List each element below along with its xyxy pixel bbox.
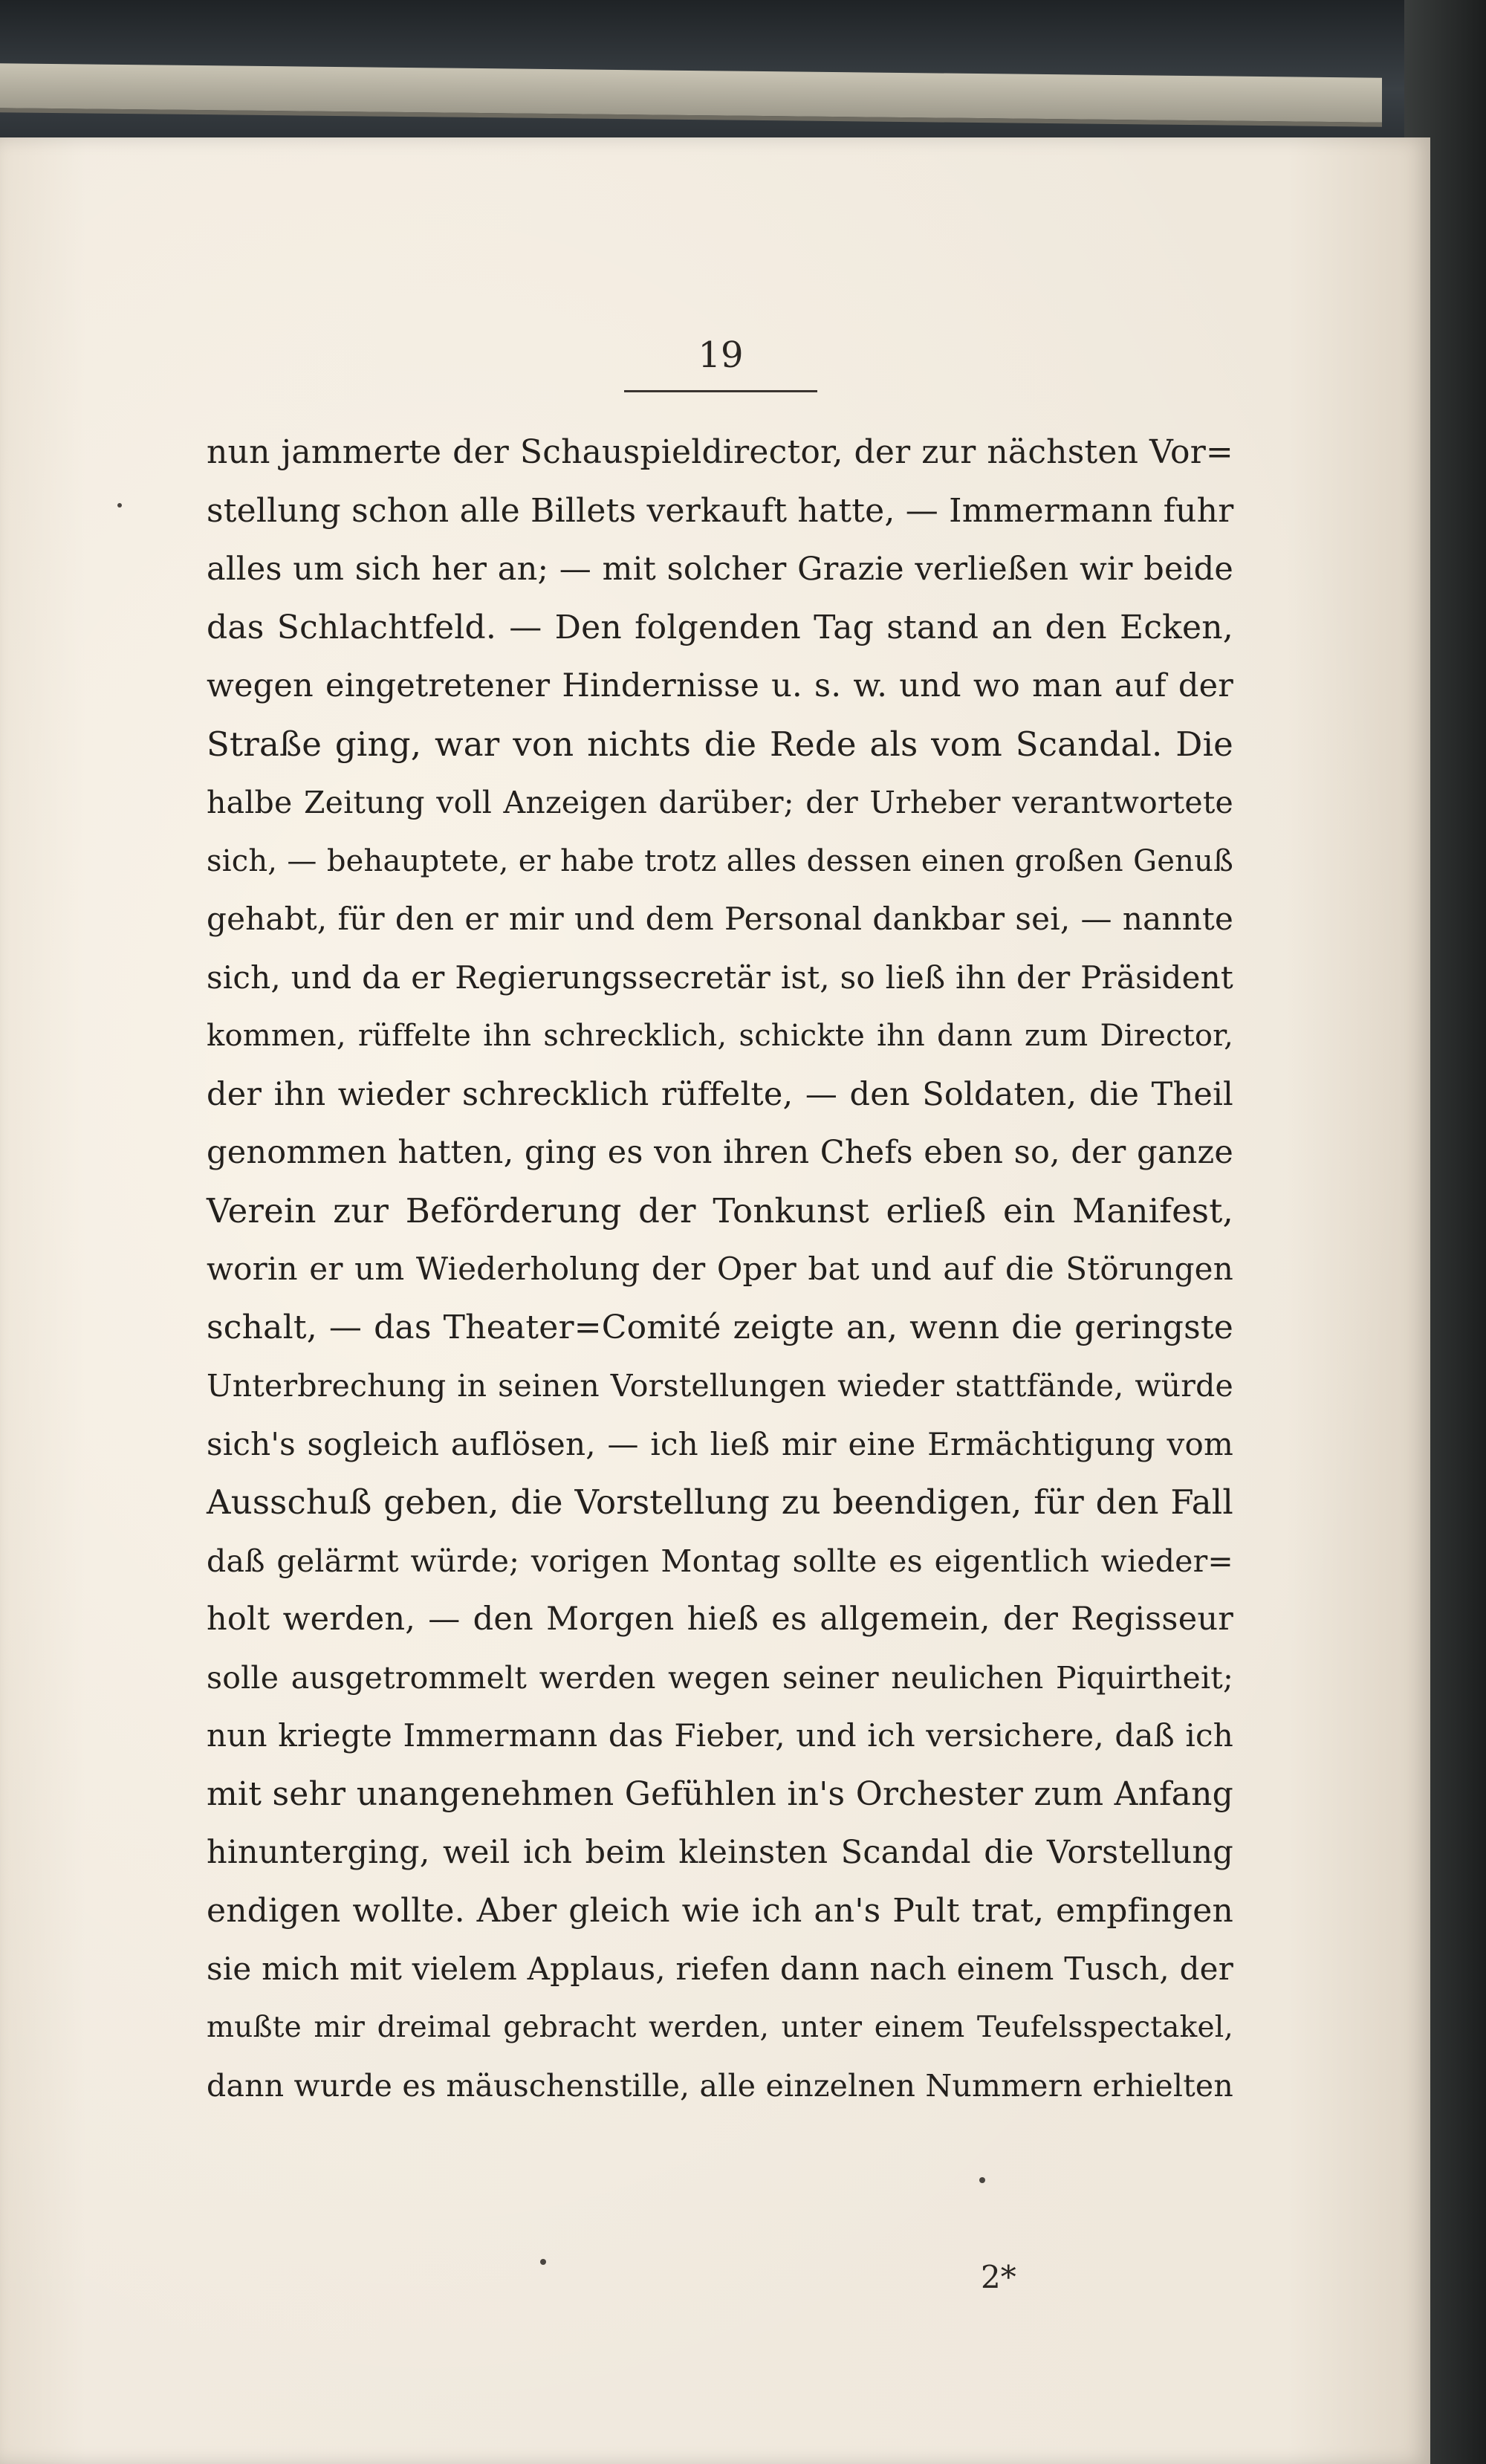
text-line: Straße ging, war von nichts die Rede als vom Scandal. Die bbox=[207, 724, 1233, 764]
text-line: gehabt, für den er mir und dem Personal dankbar sei, — nannte bbox=[207, 901, 1233, 937]
text-line: mußte mir dreimal gebracht werden, unter einem Teufelsspectakel, bbox=[207, 2010, 1233, 2044]
text-line: alles um sich her an; — mit solcher Grazie verließen wir beide bbox=[207, 551, 1233, 588]
text-line: das Schlachtfeld. — Den folgenden Tag stand an den Ecken, bbox=[207, 608, 1233, 646]
text-line: wegen eingetretener Hindernisse u. s. w. und wo man auf der bbox=[207, 667, 1233, 704]
signature-mark: 2* bbox=[981, 2259, 1016, 2295]
paper-speck bbox=[979, 2177, 985, 2183]
text-line: halbe Zeitung voll Anzeigen darüber; der Urheber verantwortete bbox=[207, 785, 1233, 820]
text-line: Ausschuß geben, die Vorstellung zu beendigen, für den Fall bbox=[207, 1482, 1233, 1522]
paper-speck bbox=[117, 503, 122, 508]
text-line: schalt, — das Theater=Comité zeigte an, wenn die geringste bbox=[207, 1308, 1233, 1346]
paper-speck bbox=[540, 2259, 546, 2265]
text-line: holt werden, — den Morgen hieß es allgemein, der Regisseur bbox=[207, 1601, 1233, 1638]
text-line: Unterbrechung in seinen Vorstellungen wieder stattfände, würde bbox=[207, 1368, 1233, 1404]
text-line: endigen wollte. Aber gleich wie ich an's Pult trat, empfingen bbox=[207, 1891, 1233, 1930]
text-line: worin er um Wiederholung der Oper bat und auf die Störungen bbox=[207, 1251, 1233, 1287]
text-line: sich, und da er Regierungssecretär ist, so ließ ihn der Präsident bbox=[207, 959, 1233, 996]
text-line: nun kriegte Immermann das Fieber, und ich versichere, daß ich bbox=[207, 1717, 1233, 1754]
body-text bbox=[207, 424, 1233, 2116]
text-line: daß gelärmt würde; vorigen Montag sollte es eigentlich wieder= bbox=[207, 1543, 1233, 1579]
text-line: hinunterging, weil ich beim kleinsten Scandal die Vorstellung bbox=[207, 1834, 1233, 1871]
text-line: solle ausgetrommelt werden wegen seiner neulichen Piquirtheit; bbox=[207, 1659, 1233, 1696]
text-line: nun jammerte der Schauspieldirector, der zur nächsten Vor= bbox=[207, 433, 1233, 471]
text-line: dann wurde es mäuschenstille, alle einzelnen Nummern erhielten bbox=[207, 2068, 1233, 2104]
header-rule bbox=[624, 390, 817, 392]
page-number: 19 bbox=[698, 334, 744, 376]
text-line: stellung schon alle Billets verkauft hatte, — Immermann fuhr bbox=[207, 491, 1234, 530]
book-page bbox=[0, 137, 1430, 2464]
text-line: sie mich mit vielem Applaus, riefen dann nach einem Tusch, der bbox=[207, 1951, 1233, 1987]
text-line: mit sehr unangenehmen Gefühlen in's Orchester zum Anfang bbox=[207, 1774, 1233, 1813]
text-line: der ihn wieder schrecklich rüffelte, — den Soldaten, die Theil bbox=[207, 1075, 1233, 1113]
text-line: Verein zur Beförderung der Tonkunst erließ ein Manifest, bbox=[207, 1190, 1233, 1231]
text-line: sich's sogleich auflösen, — ich ließ mir eine Ermächtigung vom bbox=[207, 1425, 1233, 1462]
text-line: genommen hatten, ging es von ihren Chefs eben so, der ganze bbox=[207, 1134, 1233, 1171]
text-line: kommen, rüffelte ihn schrecklich, schickte ihn dann zum Director, bbox=[207, 1019, 1233, 1053]
text-line: sich, — behauptete, er habe trotz alles dessen einen großen Genuß bbox=[207, 843, 1233, 878]
